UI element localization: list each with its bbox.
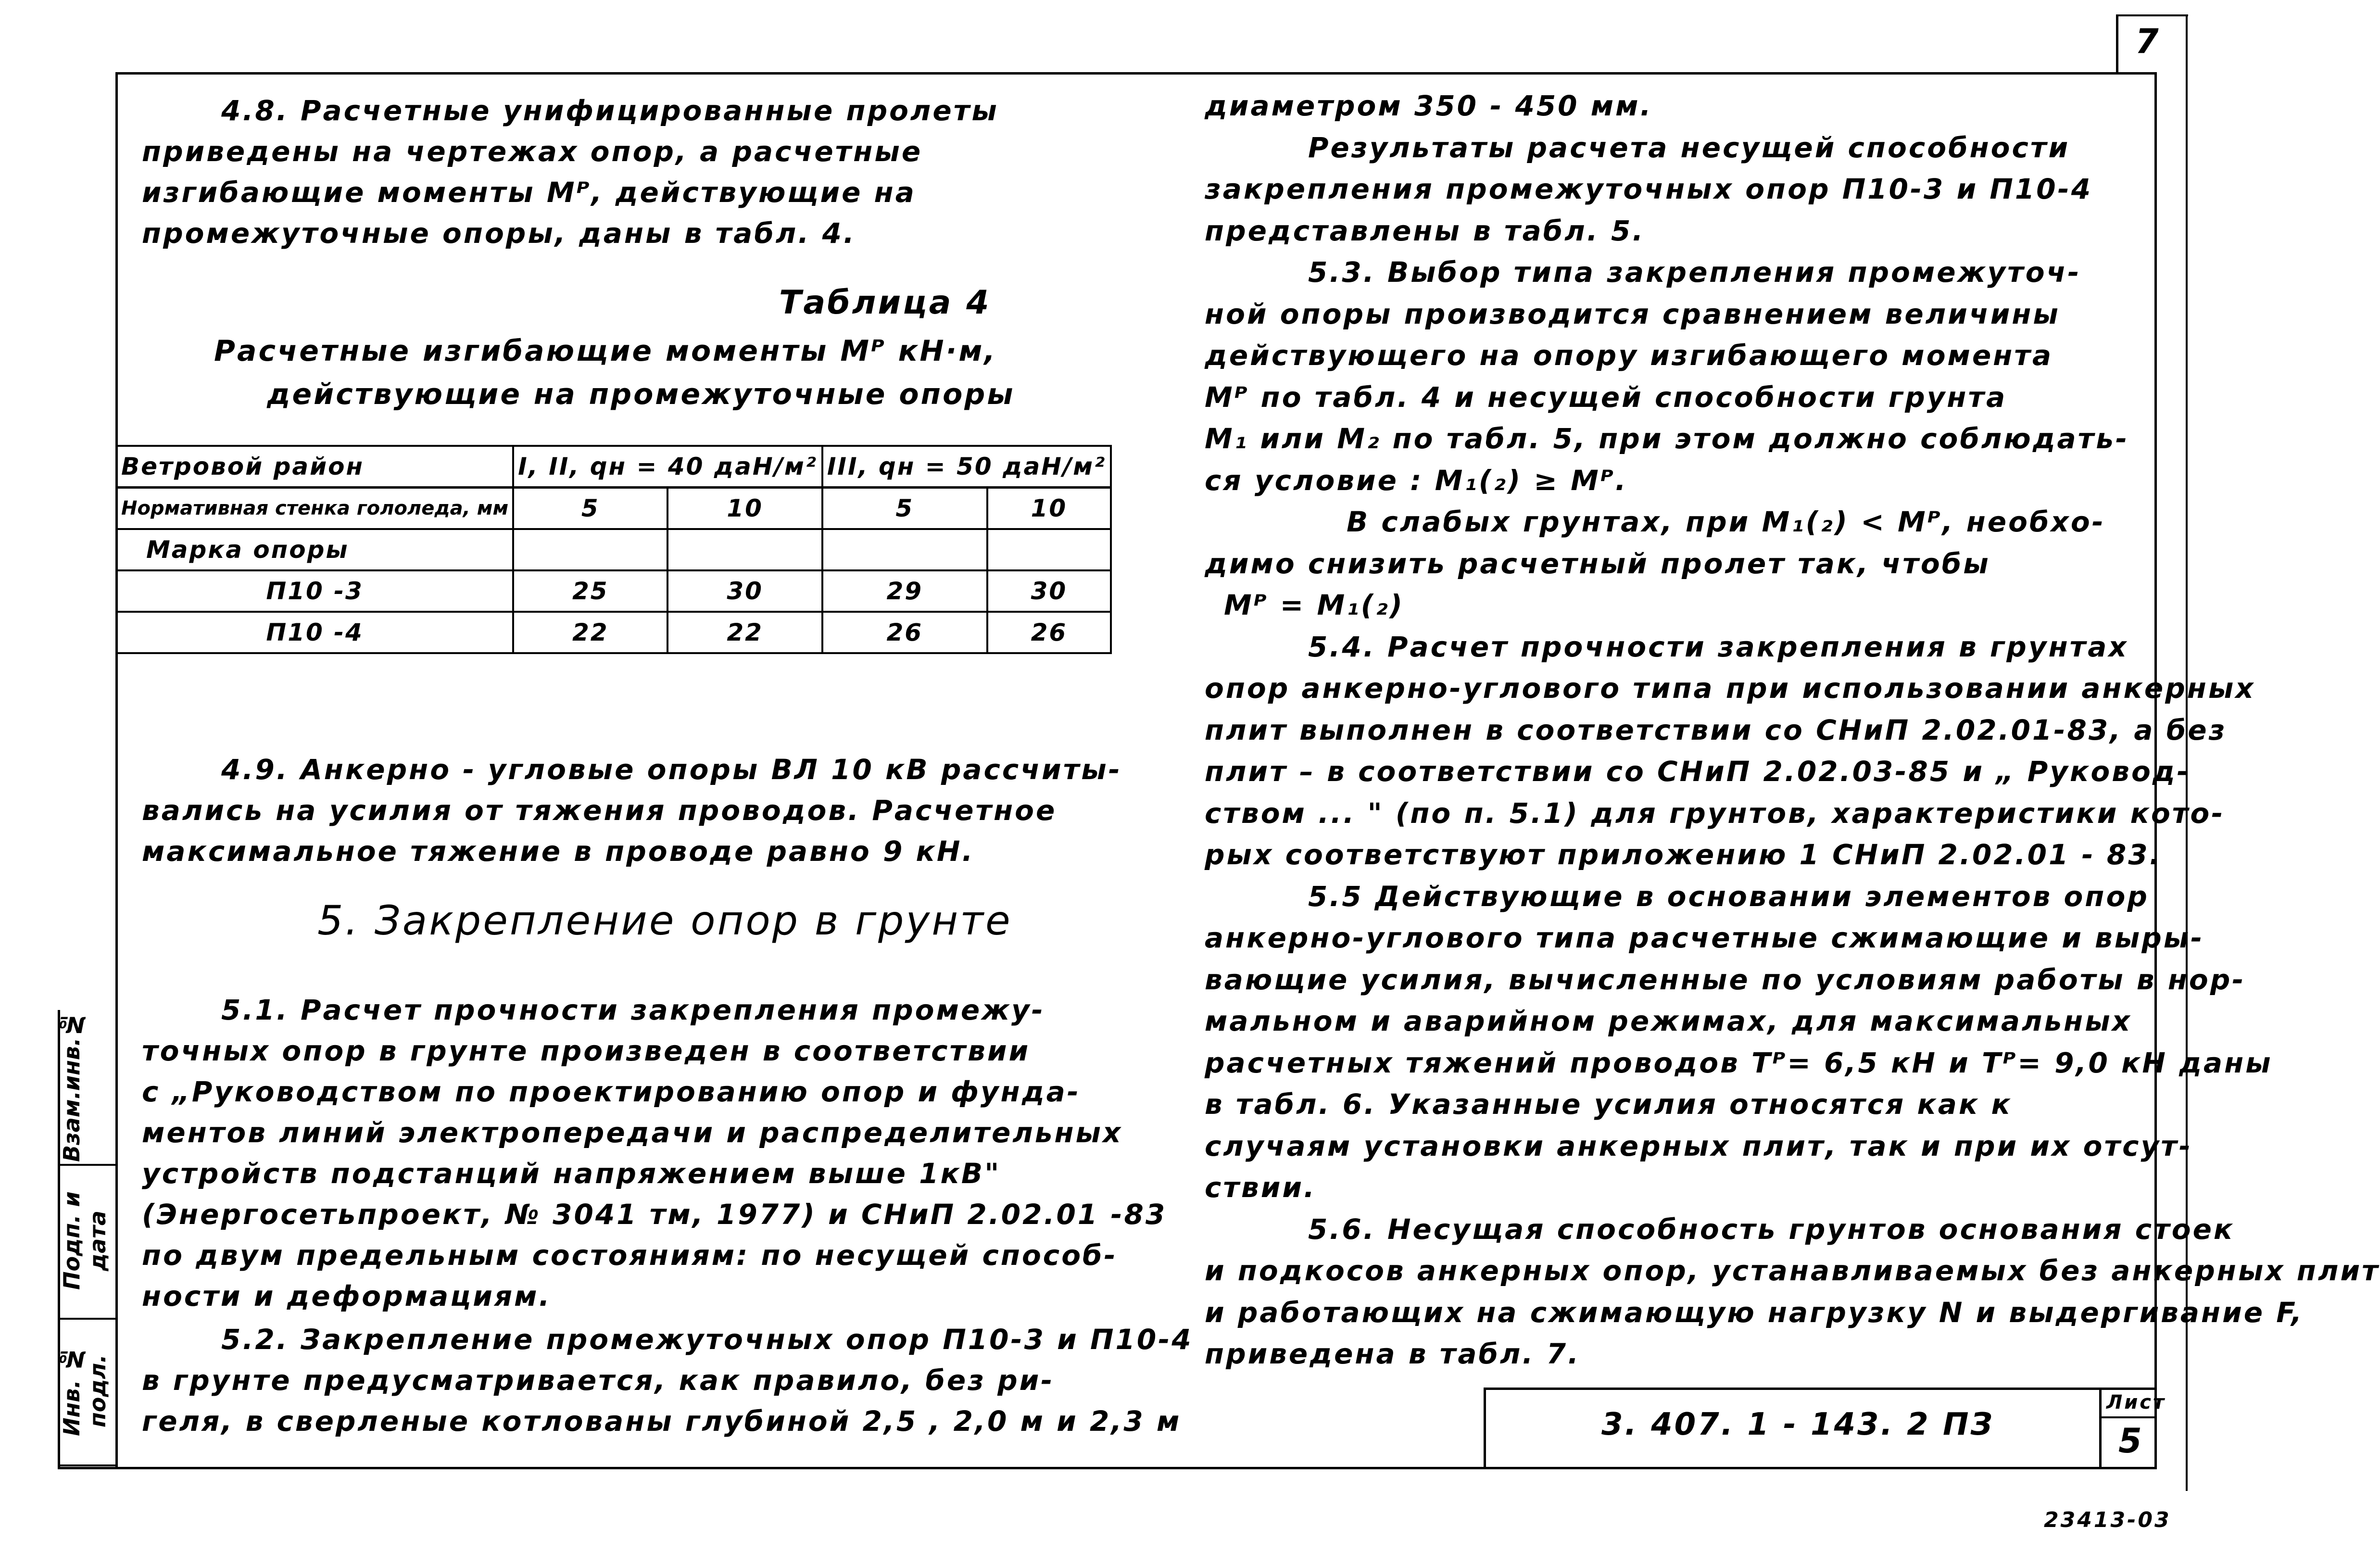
title-block-top — [1484, 1388, 2157, 1390]
text-line: рых соответствуют приложению 1 СНиП 2.02.01 - 83. — [1205, 838, 2162, 871]
text-line: плит – в соответствии со СНиП 2.02.03-85 и „ Руковод- — [1205, 755, 2191, 788]
text-line: действующего на опору изгибающего момента — [1205, 339, 2053, 372]
table-cell: 25 — [513, 570, 667, 612]
side-stamp-vzam: Взам.инв.№ — [59, 1010, 116, 1166]
text-line: случаям установки анкерных плит, так и при их отсут- — [1205, 1129, 2192, 1162]
text-line: расчетных тяжений проводов Tᴾ= 6,5 кН и Tᴾ= 9,0 кН даны — [1205, 1046, 2273, 1079]
text-line: 4.9. Анкерно - угловые опоры ВЛ 10 кВ рассчиты- — [221, 753, 1122, 786]
text-line: приведены на чертежах опор, а расчетные — [142, 135, 923, 168]
text-line: ментов линий электропередачи и распределительных — [142, 1116, 1123, 1149]
sheet-label: Лист — [2106, 1391, 2166, 1413]
text-line: 5.5 Действующие в основании элементов опор — [1308, 880, 2149, 913]
text-line: закрепления промежуточных опор П10-3 и П10-4 — [1205, 173, 2093, 205]
table-cell — [987, 529, 1111, 570]
text-line: 5.1. Расчет прочности закрепления промежу- — [221, 994, 1045, 1026]
text-line: точных опор в грунте произведен в соответствии — [142, 1035, 1031, 1067]
text-line: 5.4. Расчет прочности закрепления в грунтах — [1308, 630, 2128, 663]
table-cell: П10 -4 — [116, 612, 513, 653]
text-line: M₁ или M₂ по табл. 5, при этом должно соблюдать- — [1205, 422, 2129, 455]
outer-top-h — [2116, 14, 2188, 16]
text-line: в грунте предусматривается, как правило, без ри- — [142, 1364, 1055, 1397]
text-line: и работающих на сжимающую нагрузку N и выдергивание F, — [1205, 1296, 2304, 1329]
outer-top — [2116, 14, 2118, 75]
text-line: В слабых грунтах, при M₁(₂) < Mᴾ, необхо- — [1347, 505, 2105, 538]
table-cell: 10 — [987, 488, 1111, 530]
text-line: Mᴾ по табл. 4 и несущей способности грунта — [1205, 380, 2007, 414]
text-line: ной опоры производится сравнением величины — [1205, 297, 2060, 330]
table-cell: П10 -3 — [116, 570, 513, 612]
text-line: диаметром 350 - 450 мм. — [1205, 89, 1653, 122]
text-line: вающие усилия, вычисленные по условиям работы в нор- — [1205, 963, 2246, 996]
text-line: ством ... " (по п. 5.1) для грунтов, характеристики кото- — [1205, 796, 2225, 830]
side-stamp-sign: Подп. и дата — [59, 1164, 116, 1320]
text-line: промежуточные опоры, даны в табл. 4. — [142, 217, 856, 250]
table-cell: Марка опоры — [116, 529, 513, 570]
text-line: опор анкерно-углового типа при использовании анкерных — [1205, 672, 2255, 705]
table-cell: 30 — [667, 570, 822, 612]
side-stamp-inv: Инв. № подл. — [59, 1318, 116, 1466]
text-line: плит выполнен в соответствии со СНиП 2.02.01-83, а без — [1205, 713, 2227, 746]
table-cell: 22 — [513, 612, 667, 653]
table-row — [116, 488, 1111, 530]
text-line: вались на усилия от тяжения проводов. Расчетное — [142, 794, 1057, 827]
text-line: с „Руководством по проектированию опор и фунда- — [142, 1075, 1081, 1108]
text-line: устройств подстанций напряжением выше 1кВ" — [142, 1157, 1001, 1190]
text-line: мальном и аварийном режимах, для максимальных — [1205, 1005, 2132, 1037]
table-cell: Нормативная стенка гололеда, мм — [116, 488, 513, 530]
table-cell: 5 — [822, 488, 987, 530]
table-cell: 26 — [987, 612, 1111, 653]
table-title-1: Расчетные изгибающие моменты Mᴾ кН·м, — [214, 334, 997, 368]
text-line: Mᴾ = M₁(₂) — [1224, 589, 1405, 621]
table-row — [116, 529, 1111, 570]
table-cell: 29 — [822, 570, 987, 612]
table-caption: Таблица 4 — [779, 284, 991, 322]
frame-top — [115, 72, 2157, 75]
table-cell: 5 — [513, 488, 667, 530]
frame-bottom — [58, 1467, 2157, 1469]
table-row — [116, 570, 1111, 612]
section-title: 5. Закрепление опор в грунте — [317, 897, 1012, 944]
text-line: (Энергосетьпроект, № 3041 тм, 1977) и СНиП 2.02.01 -83 — [142, 1198, 1167, 1231]
table-cell: 22 — [667, 612, 822, 653]
table-cell: 30 — [987, 570, 1111, 612]
table-4 — [115, 445, 1112, 654]
text-line: изгибающие моменты Mᴾ, действующие на — [142, 176, 916, 209]
text-line: по двум предельным состояниям: по несущей способ- — [142, 1239, 1118, 1272]
table-cell: 10 — [667, 488, 822, 530]
table-cell — [822, 529, 987, 570]
text-line: приведена в табл. 7. — [1205, 1337, 1581, 1370]
text-line: представлены в табл. 5. — [1205, 214, 1645, 247]
title-block-divider — [2099, 1388, 2102, 1469]
text-line: 5.3. Выбор типа закрепления промежуточ- — [1308, 256, 2081, 289]
title-block-sheet-divider — [2099, 1416, 2157, 1418]
text-line: Результаты расчета несущей способности — [1308, 131, 2070, 164]
doc-code: 3. 407. 1 - 143. 2 ПЗ — [1601, 1407, 1994, 1442]
table-title-2: действующие на промежуточные опоры — [267, 378, 1015, 411]
table-header-cell: I, II, qн = 40 даН/м² — [513, 446, 822, 488]
table-header-cell: Ветровой район — [116, 446, 513, 488]
table-cell — [667, 529, 822, 570]
table-cell — [513, 529, 667, 570]
title-block-left — [1484, 1388, 1486, 1469]
text-line: ности и деформациям. — [142, 1280, 552, 1312]
text-line: и подкосов анкерных опор, устанавливаемых без анкерных плит — [1205, 1254, 2380, 1287]
bottom-code: 23413-03 — [2044, 1508, 2171, 1532]
text-line: геля, в сверленые котлованы глубиной 2,5 , 2,0 м и 2,3 м — [142, 1405, 1182, 1438]
text-line: 5.6. Несущая способность грунтов основания стоек — [1308, 1212, 2235, 1246]
table-header-cell: III, qн = 50 даН/м² — [822, 446, 1111, 488]
table-row — [116, 612, 1111, 653]
text-line: анкерно-углового типа расчетные сжимающие и выры- — [1205, 921, 2204, 954]
sheet-number: 5 — [2118, 1421, 2144, 1461]
table-cell: 26 — [822, 612, 987, 653]
page-number-top: 7 — [2135, 22, 2161, 61]
text-line: 5.2. Закрепление промежуточных опор П10-3 и П10-4 — [221, 1323, 1193, 1356]
text-line: ствии. — [1205, 1171, 1317, 1204]
text-line: димо снизить расчетный пролет так, чтобы — [1205, 547, 1990, 580]
text-line: максимальное тяжение в проводе равно 9 кН. — [142, 835, 975, 868]
table-header-row — [116, 446, 1111, 488]
text-line: ся условие : M₁(₂) ≥ Mᴾ. — [1205, 464, 1628, 497]
text-line: в табл. 6. Указанные усилия относятся как к — [1205, 1088, 2012, 1121]
text-line: 4.8. Расчетные унифицированные пролеты — [221, 94, 999, 127]
